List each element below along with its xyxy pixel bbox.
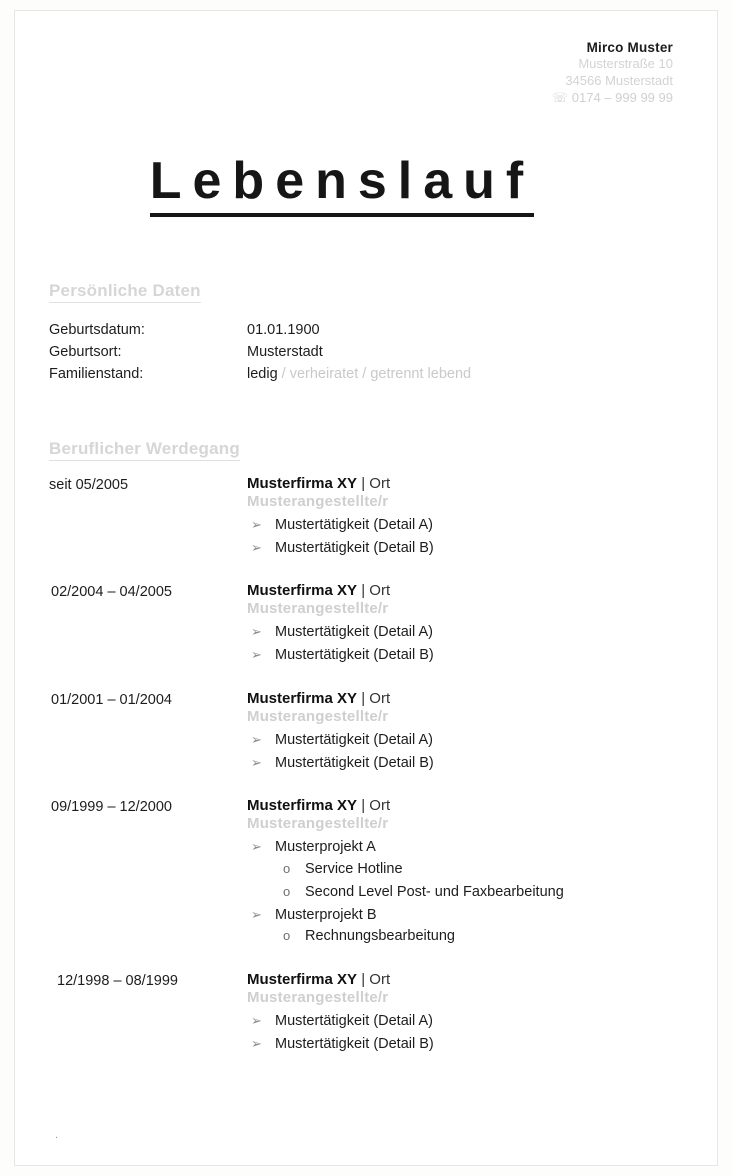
arrow-bullet-icon: ➢ bbox=[251, 1035, 262, 1051]
career-entry-location: Ort bbox=[369, 474, 391, 492]
career-task-text: Mustertätigkeit (Detail A) bbox=[275, 516, 433, 533]
career-entry-body bbox=[247, 797, 673, 949]
arrow-bullet-icon: ➢ bbox=[251, 516, 262, 532]
career-entry-body bbox=[247, 475, 673, 561]
career-entry-date: 01/2001 – 01/2004 bbox=[51, 691, 172, 708]
arrow-bullet-icon: ➢ bbox=[251, 731, 262, 747]
career-entry-location: Ort bbox=[369, 582, 391, 600]
career-entry-separator: | bbox=[357, 689, 370, 707]
career-entry-company: Musterfirma XY bbox=[247, 474, 358, 492]
career-entry-company: Musterfirma XY bbox=[247, 971, 358, 989]
career-entry-separator: | bbox=[357, 474, 370, 492]
circle-bullet-icon: o bbox=[283, 883, 291, 899]
career-entry-company-line bbox=[247, 582, 673, 599]
resume-sheet bbox=[14, 10, 718, 1166]
career-task bbox=[247, 1011, 673, 1033]
career-entry-role: Musterangestellte/r bbox=[247, 600, 389, 618]
career-subtask-text: Rechnungsbearbeitung bbox=[305, 928, 455, 945]
career-entry-company-line bbox=[247, 475, 673, 492]
arrow-bullet-icon: ➢ bbox=[251, 539, 262, 555]
career-entry-company-line bbox=[247, 690, 673, 707]
section-heading-personal: Persönliche Daten bbox=[49, 281, 201, 303]
career-entry-body bbox=[247, 690, 673, 776]
personal-value-main: ledig bbox=[247, 365, 278, 382]
career-entry-company-line bbox=[247, 971, 673, 988]
contact-header bbox=[49, 39, 673, 106]
circle-bullet-icon: o bbox=[283, 861, 291, 877]
page-title: Lebenslauf bbox=[150, 154, 535, 217]
career-entry-company: Musterfirma XY bbox=[247, 797, 358, 815]
career-task-text: Musterprojekt A bbox=[275, 839, 376, 856]
personal-data-row bbox=[49, 341, 673, 363]
career-entry-company: Musterfirma XY bbox=[247, 582, 358, 600]
career-task-text: Mustertätigkeit (Detail B) bbox=[275, 1035, 434, 1052]
career-task bbox=[247, 538, 673, 560]
career-entry-body bbox=[247, 971, 673, 1057]
career-task bbox=[247, 622, 673, 644]
career-entry bbox=[49, 797, 673, 949]
applicant-name: Mirco Muster bbox=[586, 40, 673, 55]
career-entry-date: 09/1999 – 12/2000 bbox=[51, 799, 172, 816]
section-heading-career: Beruflicher Werdegang bbox=[49, 439, 240, 461]
career-entry-separator: | bbox=[357, 971, 370, 989]
career-task-text: Mustertätigkeit (Detail A) bbox=[275, 731, 433, 748]
career-task-text: Mustertätigkeit (Detail B) bbox=[275, 647, 434, 664]
career-task bbox=[247, 1034, 673, 1056]
personal-label: Familienstand: bbox=[49, 365, 144, 382]
career-entry-role: Musterangestellte/r bbox=[247, 989, 389, 1007]
personal-data-row bbox=[49, 363, 673, 385]
career-subtask bbox=[275, 859, 673, 881]
arrow-bullet-icon: ➢ bbox=[251, 754, 262, 770]
personal-label: Geburtsort: bbox=[49, 343, 122, 360]
career-entry-date: 12/1998 – 08/1999 bbox=[57, 973, 178, 990]
career-entry bbox=[49, 582, 673, 668]
career-entry-location: Ort bbox=[369, 971, 391, 989]
applicant-phone: 0174 – 999 99 99 bbox=[571, 89, 673, 105]
section-career bbox=[49, 439, 673, 1057]
career-subtask bbox=[275, 882, 673, 904]
career-entry-location: Ort bbox=[369, 689, 391, 707]
career-entry-role: Musterangestellte/r bbox=[247, 815, 389, 833]
career-entry-separator: | bbox=[357, 582, 370, 600]
section-personal-data bbox=[49, 281, 673, 385]
career-task bbox=[247, 837, 673, 903]
personal-data-row bbox=[49, 319, 673, 341]
career-task-text: Mustertätigkeit (Detail B) bbox=[275, 539, 434, 556]
personal-value bbox=[247, 363, 471, 385]
career-task-text: Mustertätigkeit (Detail A) bbox=[275, 624, 433, 641]
career-subtask-text: Service Hotline bbox=[305, 861, 403, 878]
career-subtask-list bbox=[275, 926, 673, 948]
personal-value bbox=[247, 341, 323, 363]
arrow-bullet-icon: ➢ bbox=[251, 1013, 262, 1029]
career-subtask bbox=[275, 926, 673, 948]
arrow-bullet-icon: ➢ bbox=[251, 906, 262, 922]
arrow-bullet-icon: ➢ bbox=[251, 839, 262, 855]
career-entry-list bbox=[49, 475, 673, 1057]
career-entry-company-line bbox=[247, 797, 673, 814]
career-entry bbox=[49, 475, 673, 561]
arrow-bullet-icon: ➢ bbox=[251, 647, 262, 663]
career-task-text: Musterprojekt B bbox=[275, 906, 377, 923]
career-subtask-list bbox=[275, 859, 673, 904]
career-subtask-text: Second Level Post- und Faxbearbeitung bbox=[305, 883, 564, 900]
career-task-list bbox=[247, 1011, 673, 1056]
personal-value-main: Musterstadt bbox=[247, 343, 323, 360]
personal-data-list bbox=[49, 319, 673, 385]
applicant-phone-line bbox=[49, 90, 673, 107]
career-task bbox=[247, 730, 673, 752]
footer-mark: . bbox=[55, 1129, 59, 1141]
career-entry bbox=[49, 690, 673, 776]
career-entry-company: Musterfirma XY bbox=[247, 689, 358, 707]
career-task bbox=[247, 753, 673, 775]
career-task-list bbox=[247, 622, 673, 667]
career-task-text: Mustertätigkeit (Detail B) bbox=[275, 754, 434, 771]
career-entry-date: seit 05/2005 bbox=[49, 476, 129, 493]
career-entry-date: 02/2004 – 04/2005 bbox=[51, 584, 172, 601]
circle-bullet-icon: o bbox=[283, 928, 291, 944]
personal-label: Geburtsdatum: bbox=[49, 321, 145, 338]
career-entry-body bbox=[247, 582, 673, 668]
career-task bbox=[247, 645, 673, 667]
career-task bbox=[247, 905, 673, 949]
title-block bbox=[49, 154, 673, 217]
career-task-list bbox=[247, 837, 673, 948]
applicant-city: 34566 Musterstadt bbox=[565, 72, 673, 88]
career-entry-role: Musterangestellte/r bbox=[247, 707, 389, 725]
career-entry-location: Ort bbox=[369, 797, 391, 815]
career-task bbox=[247, 515, 673, 537]
arrow-bullet-icon: ➢ bbox=[251, 624, 262, 640]
career-task-list bbox=[247, 730, 673, 775]
career-entry bbox=[49, 971, 673, 1057]
personal-value bbox=[247, 319, 320, 341]
phone-icon: ☏ bbox=[551, 89, 569, 105]
career-entry-separator: | bbox=[357, 797, 370, 815]
career-task-list bbox=[247, 515, 673, 560]
career-task-text: Mustertätigkeit (Detail A) bbox=[275, 1013, 433, 1030]
applicant-street: Musterstraße 10 bbox=[578, 56, 673, 72]
personal-value-main: 01.01.1900 bbox=[247, 321, 320, 338]
career-entry-role: Musterangestellte/r bbox=[247, 492, 389, 510]
personal-value-alt: / verheiratet / getrennt lebend bbox=[277, 365, 472, 382]
